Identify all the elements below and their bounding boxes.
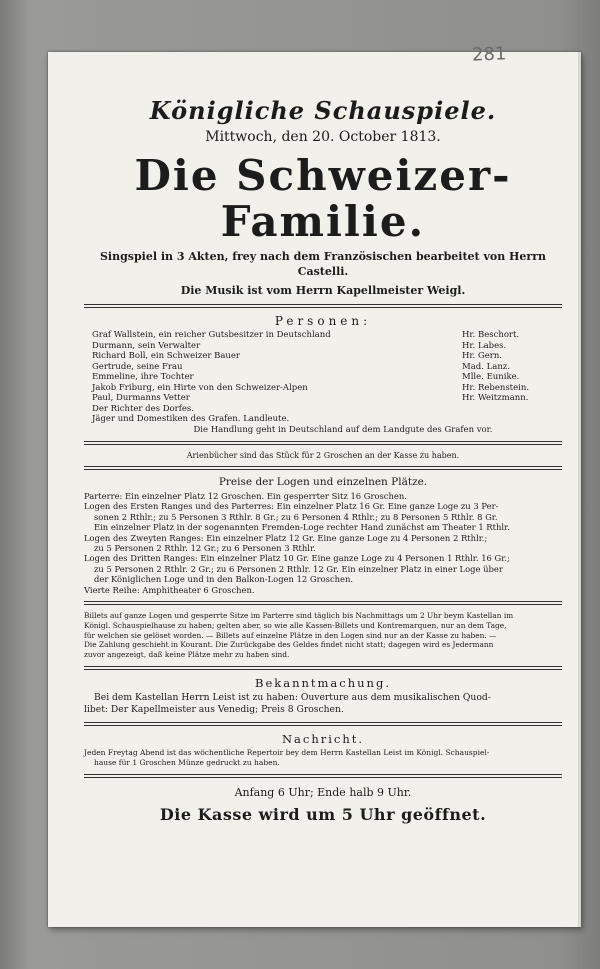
divider <box>84 601 562 605</box>
institution-heading: Königliche Schauspiele. <box>149 96 497 125</box>
cast-role: Gertrude, seine Frau <box>92 361 183 372</box>
cast-actor <box>462 414 562 425</box>
cast-row <box>84 330 562 341</box>
billets-notice <box>84 611 562 660</box>
price-line: Vierte Reihe: Amphitheater 6 Groschen. <box>84 584 255 595</box>
cast-row <box>84 414 562 425</box>
cast-row <box>84 351 562 362</box>
play-title: Die Schweizer-Familie. <box>134 151 512 246</box>
divider <box>84 466 562 470</box>
announcement-line: libet: Der Kapellmeister aus Venedig; Preis 8 Groschen. <box>84 704 344 716</box>
divider <box>84 441 562 445</box>
price-line: Parterre: Ein einzelner Platz 12 Groschen. Ein gesperrter Sitz 16 Groschen. <box>84 491 407 501</box>
price-list <box>84 491 562 595</box>
price-line: zu 5 Personen 2 Rthlr. 12 Gr.; zu 6 Personen 3 Rthlr. <box>94 543 316 554</box>
performance-date: Mittwoch, den 20. October 1813. <box>205 129 441 145</box>
cast-role: Paul, Durmanns Vetter <box>92 393 190 403</box>
cast-actor: Hr. Gern. <box>462 351 503 361</box>
performance-times: Anfang 6 Uhr; Ende halb 9 Uhr. <box>234 785 412 799</box>
cast-role: Graf Wallstein, ein reicher Gutsbesitzer in Deutschland <box>92 330 331 340</box>
announcement-body <box>84 692 562 716</box>
playbill-sheet <box>48 52 581 927</box>
cast-actor <box>462 404 562 415</box>
prices-heading: Preise der Logen und einzelnen Plätze. <box>218 476 428 488</box>
divider <box>84 666 562 670</box>
cast-row <box>84 341 562 352</box>
cast-actor: Hr. Labes. <box>462 340 507 351</box>
cast-actor: Hr. Weitzmann. <box>462 393 529 403</box>
price-line: Logen des Zweyten Ranges: Ein einzelner Platz 12 Gr. Eine ganze Loge zu 4 Personen 2 Rthlr.; <box>84 532 488 543</box>
subtitle-line-2: Die Musik ist vom Herrn Kapellmeister Weigl. <box>180 284 466 297</box>
cast-role: Emmeline, ihre Tochter <box>92 372 194 382</box>
persons-heading: Personen: <box>274 314 372 328</box>
cast-row <box>84 362 562 373</box>
cast-actor: Mad. Lanz. <box>462 361 510 372</box>
announcement-heading: Bekanntmachung. <box>255 676 391 691</box>
playbill-content <box>84 86 562 824</box>
announcement-line: Bei dem Kastellan Herrn Leist ist zu haben: Ouverture aus dem musikalischen Quod- <box>94 692 491 704</box>
libretto-notice: Arienbücher sind das Stück für 2 Groschen an der Kasse zu haben. <box>186 451 460 460</box>
billets-line: für welchen sie gelöset worden. — Billets auf einzelne Plätze in den Logen sind nur an der Kasse zu haben. — <box>84 630 497 640</box>
cast-actor: Mlle. Eunike. <box>462 372 520 382</box>
news-line: Jeden Freytag Abend ist das wöchentliche Repertoir bey dem Herrn Kastellan Leist im Königl. Schauspiel- <box>84 748 490 758</box>
price-line: Logen des Dritten Ranges: Ein einzelner Platz 10 Gr. Eine ganze Loge zu 4 Personen 1 Rthlr. 16 Gr.; <box>84 553 510 564</box>
cast-actor: Hr. Rebenstein. <box>462 382 530 393</box>
handwritten-catalog-number: 281 <box>471 43 507 66</box>
box-office-notice: Die Kasse wird um 5 Uhr geöffnet. <box>159 804 487 824</box>
cast-role: Richard Boll, ein Schweizer Bauer <box>92 351 240 361</box>
setting-note: Die Handlung geht in Deutschland auf dem Landgute des Grafen vor. <box>193 424 493 435</box>
price-line: der Königlichen Loge und in den Balkon-Logen 12 Groschen. <box>94 574 354 585</box>
cast-role: Jakob Friburg, ein Hirte von den Schweizer-Alpen <box>92 382 308 393</box>
news-heading: Nachricht. <box>281 732 365 747</box>
billets-line: Billets auf ganze Logen und gesperrte Sitze im Parterre sind täglich bis Nachmittags um 2 Uhr beym Kastellan im <box>84 611 514 621</box>
divider <box>84 304 562 308</box>
divider <box>84 774 562 778</box>
cast-row <box>84 372 562 383</box>
cast-row <box>84 393 562 404</box>
cast-role: Durmann, sein Verwalter <box>92 340 201 351</box>
divider <box>84 722 562 726</box>
billets-line: Königl. Schauspielhause zu haben; gelten aber, so wie alle Kassen-Billets und Kontremarquen, nur an dem Tage, <box>84 620 507 630</box>
price-line: Ein einzelner Platz in der sogenannten Fremden-Loge rechter Hand zunächst am Theater 1 Rthlr. <box>94 522 510 533</box>
news-line: hause für 1 Groschen Münze gedruckt zu haben. <box>94 757 280 767</box>
billets-line: zuvor angezeigt, daß keine Plätze mehr zu haben sind. <box>84 650 290 660</box>
subtitle-line-1: Singspiel in 3 Akten, frey nach dem Französischen bearbeitet von Herrn Castelli. <box>99 250 547 278</box>
price-line: zu 5 Personen 2 Rthlr. 2 Gr.; zu 6 Personen 2 Rthlr. 12 Gr. Ein einzelner Platz in einer Loge über <box>94 563 503 574</box>
cast-row <box>84 383 562 394</box>
cast-list <box>84 330 562 435</box>
cast-row <box>84 404 562 415</box>
news-body <box>84 748 562 768</box>
cast-actor: Hr. Beschort. <box>462 330 520 340</box>
cast-role: Der Richter des Dorfes. <box>92 403 194 414</box>
billets-line: Die Zahlung geschieht in Kourant. Die Zurückgabe des Geldes findet nicht statt; dagegen wird es Jedermann <box>84 640 494 650</box>
price-line: sonen 2 Rthlr.; zu 5 Personen 3 Rthlr. 8 Gr.; zu 6 Personen 4 Rthlr.; zu 8 Personen 5 Rthlr. 8 Gr. <box>94 511 498 522</box>
cast-role: Jäger und Domestiken des Grafen. Landleute. <box>92 414 290 424</box>
price-line: Logen des Ersten Ranges und des Parterres: Ein einzelner Platz 16 Gr. Eine ganze Loge zu 3 Per- <box>84 501 499 512</box>
